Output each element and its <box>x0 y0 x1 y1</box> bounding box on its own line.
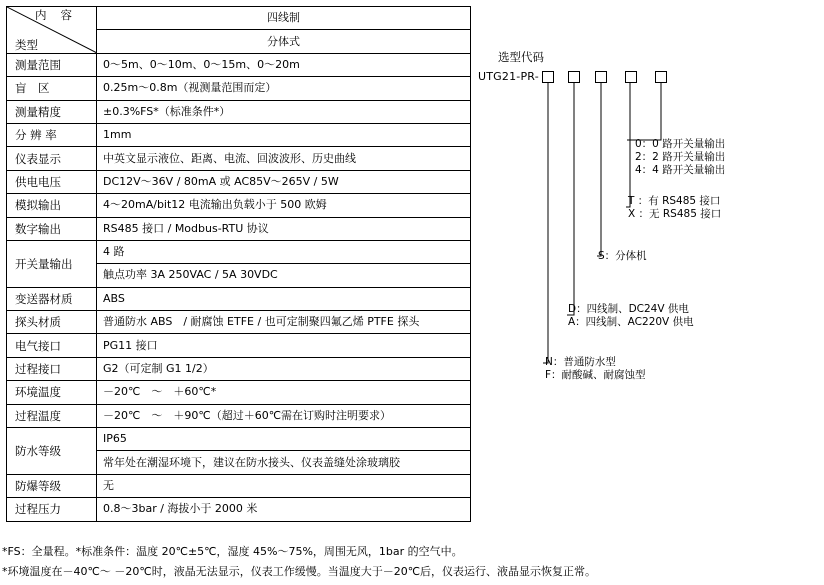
footnote-fs: *FS：全量程。*标准条件：温度 20℃±5℃，湿度 45%～75%，周围无风，1bar 的空气中。 <box>2 545 463 558</box>
table-row <box>7 474 471 497</box>
row-label: 过程温度 <box>7 404 97 427</box>
table-row <box>7 334 471 357</box>
corner-content-label: 内容 <box>35 8 86 22</box>
option-switch-output: 0：0 路开关量输出 2：2 路开关量输出 4：4 路开关量输出 <box>635 138 726 176</box>
option-split: S：分体机 <box>598 250 647 262</box>
row-label: 开关量输出 <box>7 240 97 287</box>
header-type: 分体式 <box>97 30 471 53</box>
table-row <box>7 404 471 427</box>
model-code-prefix: UTG21-PR- <box>478 70 539 83</box>
table-row <box>7 357 471 380</box>
row-value: 中英文显示液位、距离、电流、回波波形、历史曲线 <box>97 147 471 170</box>
row-label: 电气接口 <box>7 334 97 357</box>
row-value: G2（可定制 G1 1/2） <box>97 357 471 380</box>
table-row <box>7 428 471 451</box>
code-box-4 <box>625 71 637 83</box>
table-row <box>7 77 471 100</box>
header-wiring: 四线制 <box>97 7 471 30</box>
table-row <box>7 100 471 123</box>
row-value: －20℃ ～ ＋90℃（超过＋60℃需在订购时注明要求） <box>97 404 471 427</box>
footnote-temperature: *环境温度在－40℃～ －20℃时，液晶无法显示，仪表工作缓慢。当温度大于－20℃后，仪表运行、液晶显示恢复正常。 <box>2 565 597 578</box>
row-label: 测量精度 <box>7 100 97 123</box>
spec-table <box>6 6 471 522</box>
row-value: 0.8～3bar / 海拔小于 2000 米 <box>97 498 471 521</box>
row-label: 变送器材质 <box>7 287 97 310</box>
row-label: 过程压力 <box>7 498 97 521</box>
table-row <box>7 147 471 170</box>
row-value: PG11 接口 <box>97 334 471 357</box>
table-row <box>7 381 471 404</box>
table-row <box>7 123 471 146</box>
row-value-secondary: 常年处在潮湿环境下，建议在防水接头、仪表盖缝处涂玻璃胶 <box>97 451 471 474</box>
row-label: 供电电压 <box>7 170 97 193</box>
row-label: 过程接口 <box>7 357 97 380</box>
code-box-1 <box>542 71 554 83</box>
code-box-3 <box>595 71 607 83</box>
table-row <box>7 240 471 263</box>
code-box-5 <box>655 71 667 83</box>
row-value: IP65 <box>97 428 471 451</box>
row-value: ±0.3%FS*（标准条件*） <box>97 100 471 123</box>
row-label: 分 辨 率 <box>7 123 97 146</box>
row-value: 0～5m、0～10m、0～15m、0～20m <box>97 53 471 76</box>
row-label: 模拟输出 <box>7 194 97 217</box>
corner-type-label: 类型 <box>15 37 38 52</box>
header-corner-cell <box>7 7 97 54</box>
row-label: 数字输出 <box>7 217 97 240</box>
row-label: 仪表显示 <box>7 147 97 170</box>
row-value: 1mm <box>97 123 471 146</box>
option-rs485: T ：有 RS485 接口 X ：无 RS485 接口 <box>628 195 722 220</box>
model-selector <box>470 0 824 540</box>
table-row <box>7 217 471 240</box>
table-row <box>7 194 471 217</box>
row-label: 防爆等级 <box>7 474 97 497</box>
table-row <box>7 498 471 521</box>
row-value: 无 <box>97 474 471 497</box>
table-row <box>7 311 471 334</box>
row-value: 4～20mA/bit12 电流输出负载小于 500 欧姆 <box>97 194 471 217</box>
table-row <box>7 170 471 193</box>
row-value: DC12V～36V / 80mA 或 AC85V～265V / 5W <box>97 170 471 193</box>
row-label: 环境温度 <box>7 381 97 404</box>
option-material: N：普通防水型 F：耐酸碱、耐腐蚀型 <box>545 356 646 381</box>
row-value: 4 路 <box>97 240 471 263</box>
row-value: 0.25m～0.8m（视测量范围而定） <box>97 77 471 100</box>
option-power: D：四线制、DC24V 供电 A：四线制、AC220V 供电 <box>568 303 694 328</box>
row-label: 探头材质 <box>7 311 97 334</box>
row-value: 普通防水 ABS / 耐腐蚀 ETFE / 也可定制聚四氟乙烯 PTFE 探头 <box>97 311 471 334</box>
row-value: ABS <box>97 287 471 310</box>
row-value: －20℃ ～ ＋60℃* <box>97 381 471 404</box>
row-label: 盲 区 <box>7 77 97 100</box>
code-box-2 <box>568 71 580 83</box>
header-row <box>7 7 471 30</box>
table-row <box>7 287 471 310</box>
row-label: 防水等级 <box>7 428 97 475</box>
row-value-secondary: 触点功率 3A 250VAC / 5A 30VDC <box>97 264 471 287</box>
table-row <box>7 53 471 76</box>
row-value: RS485 接口 / Modbus-RTU 协议 <box>97 217 471 240</box>
row-label: 测量范围 <box>7 53 97 76</box>
selector-title: 选型代码 <box>498 50 544 64</box>
